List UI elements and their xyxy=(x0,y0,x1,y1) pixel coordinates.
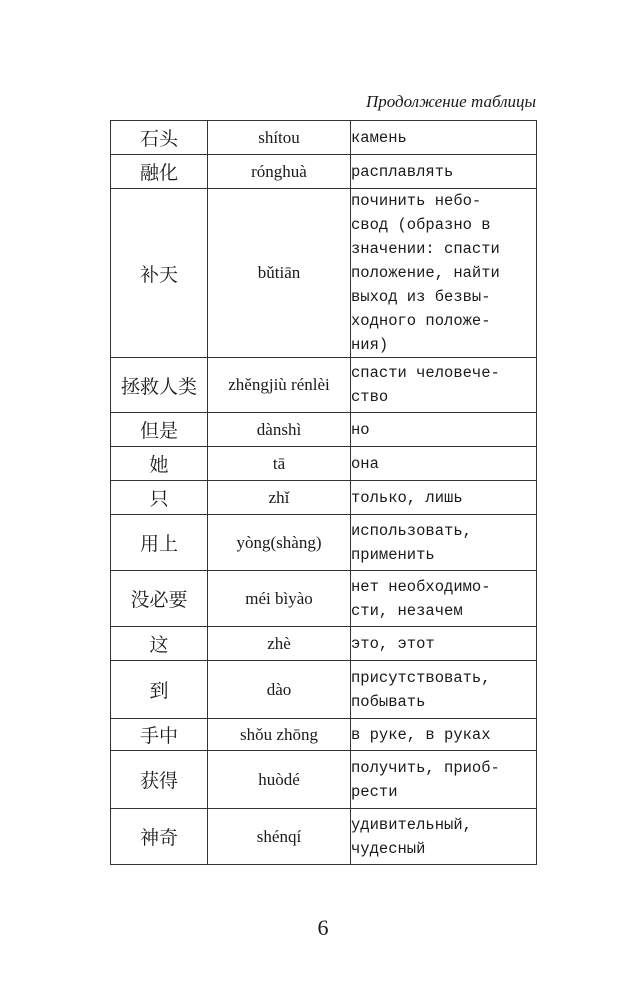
pinyin-cell: shítou xyxy=(208,121,351,155)
pinyin-cell: tā xyxy=(208,447,351,481)
table-row xyxy=(111,809,537,865)
hanzi-cell: 这 xyxy=(111,627,208,661)
hanzi-cell: 融化 xyxy=(111,155,208,189)
table-row xyxy=(111,571,537,627)
pinyin-cell: shǒu zhōng xyxy=(208,719,351,751)
meaning-cell: расплавлять xyxy=(351,155,537,189)
table-continuation-caption: Продолжение таблицы xyxy=(365,92,536,111)
pinyin-cell: zhǐ xyxy=(208,481,351,515)
pinyin-cell: shénqí xyxy=(208,809,351,865)
hanzi-cell: 但是 xyxy=(111,413,208,447)
meaning-cell: она xyxy=(351,447,537,481)
hanzi-cell: 拯救人类 xyxy=(111,358,208,413)
hanzi-cell: 获得 xyxy=(111,751,208,809)
meaning-cell: нет необходимо- сти, незачем xyxy=(351,571,537,627)
hanzi-cell: 用上 xyxy=(111,515,208,571)
pinyin-cell: méi bìyào xyxy=(208,571,351,627)
hanzi-cell: 手中 xyxy=(111,719,208,751)
meaning-cell: камень xyxy=(351,121,537,155)
meaning-cell: использовать, применить xyxy=(351,515,537,571)
table-row xyxy=(111,515,537,571)
meaning-cell: это, этот xyxy=(351,627,537,661)
table-row xyxy=(111,661,537,719)
table-row xyxy=(111,481,537,515)
meaning-cell: только, лишь xyxy=(351,481,537,515)
table-row xyxy=(111,155,537,189)
meaning-cell: присутствовать, побывать xyxy=(351,661,537,719)
meaning-cell: спасти человече- ство xyxy=(351,358,537,413)
table-row xyxy=(111,358,537,413)
table-row xyxy=(111,627,537,661)
hanzi-cell: 神奇 xyxy=(111,809,208,865)
table-row xyxy=(111,751,537,809)
meaning-cell: починить небо- свод (образно в значении: спасти положение, найти выход из безвы- ходного положе- ния) xyxy=(351,189,537,358)
pinyin-cell: rónghuà xyxy=(208,155,351,189)
table-row xyxy=(111,719,537,751)
table-row xyxy=(111,189,537,358)
meaning-cell: получить, приоб- рести xyxy=(351,751,537,809)
pinyin-cell: dào xyxy=(208,661,351,719)
table-row xyxy=(111,447,537,481)
meaning-cell: но xyxy=(351,413,537,447)
pinyin-cell: yòng(shàng) xyxy=(208,515,351,571)
pinyin-cell: zhěngjiù rénlèi xyxy=(208,358,351,413)
pinyin-cell: dànshì xyxy=(208,413,351,447)
meaning-cell: удивительный, чудесный xyxy=(351,809,537,865)
vocabulary-table xyxy=(110,120,537,865)
pinyin-cell: huòdé xyxy=(208,751,351,809)
meaning-cell: в руке, в руках xyxy=(351,719,537,751)
pinyin-cell: zhè xyxy=(208,627,351,661)
page-number: 6 xyxy=(317,915,329,940)
table-row xyxy=(111,413,537,447)
hanzi-cell: 只 xyxy=(111,481,208,515)
hanzi-cell: 到 xyxy=(111,661,208,719)
pinyin-cell: bǔtiān xyxy=(208,189,351,358)
hanzi-cell: 没必要 xyxy=(111,571,208,627)
table-row xyxy=(111,121,537,155)
hanzi-cell: 补天 xyxy=(111,189,208,358)
hanzi-cell: 石头 xyxy=(111,121,208,155)
hanzi-cell: 她 xyxy=(111,447,208,481)
